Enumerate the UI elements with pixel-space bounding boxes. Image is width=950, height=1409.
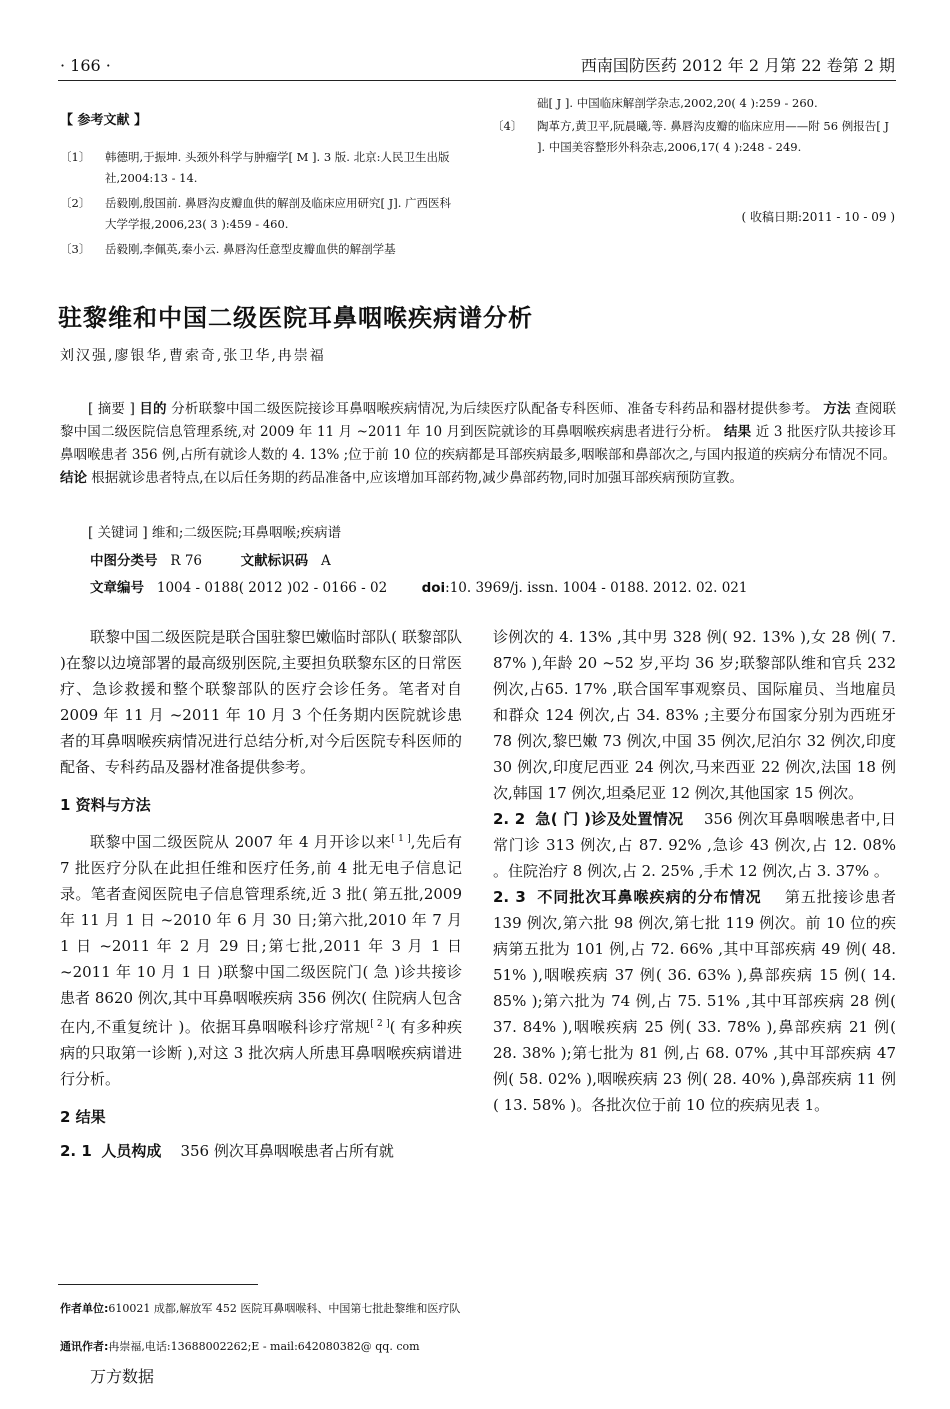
header-rule bbox=[58, 80, 896, 81]
classification bbox=[90, 549, 331, 569]
purpose-label: 目的 bbox=[139, 401, 167, 417]
subsection-2-1-continued: 诊例次的 4. 13% ,其中男 328 例( 92. 13% ),女 28 例( 7. 87% ),年龄 20 ~52 岁,平均 36 岁;联黎部队维和官兵 232 例次,占65. 17% ,联合国军事观察员、国际雇员、当地雇员和群众 124 例次,占 34. 83% ;主要分布国家分别为西班牙 78 例次,黎巴嫩 73 例次,中国 35 例次,尼泊尔 32 例次,印度 30 例次,印度尼西亚 24 例次,马来西亚 22 例次,法国 18 例次,韩国 17 例次,坦桑尼亚 12 例次,其他国家 15 例次。 bbox=[493, 628, 896, 802]
reference-text: 韩德明,于振坤. 头颈外科学与肿瘤学[ M ]. 3 版. 北京:人民卫生出版社,2004:13 - 14. bbox=[105, 150, 450, 185]
subsection-2-3-text: 第五批接诊患者 139 例次,第六批 98 例次,第七批 119 例次。前 10 位的疾病第五批为 101 例,占 72. 66% ,其中耳部疾病 49 例( 48. 51% ),咽喉疾病 37 例( 36. 63% ),鼻部疾病 15 例( 14. 85% );第六批为 74 例,占 75. 51% ,其中耳部疾病 28 例( 37. 84% ),咽喉疾病 25 例( 33. 78% ),鼻部疾病 21 例( 28. 38% );第七批为 81 例,占 68. 07% ,其中耳部疾病 47 例( 58. 02% ),咽喉疾病 23 例( 28. 40% ),鼻部疾病 11 例( 13. 58% )。各批次位于前 10 位的疾病见表 1。 bbox=[493, 888, 896, 1114]
subsection-2-1-title: 人员构成 bbox=[101, 1142, 162, 1160]
corresponding-label: 通讯作者: bbox=[60, 1340, 109, 1353]
subsection-2-3 bbox=[493, 884, 896, 1118]
method-text: 查阅联黎中国二级医院信息管理系统,对 2009 年 11 月 ~2011 年 10 月到医院就诊的耳鼻咽喉疾病患者进行分析。 bbox=[60, 401, 897, 440]
references-title: 【 参考文献 】 bbox=[60, 113, 148, 128]
reference-text: 陶革方,黄卫平,阮晨曦,等. 鼻唇沟皮瓣的临床应用——附 56 例报告[ J ]. 中国美容整形外科杂志,2006,17( 4 ):248 - 249. bbox=[537, 119, 889, 154]
reference-number: 〔1〕 bbox=[60, 150, 91, 164]
footnote-rule bbox=[58, 1284, 258, 1285]
journal-header: 西南国防医药 2012 年 2 月第 22 卷第 2 期 bbox=[580, 56, 895, 75]
doc-code-value: A bbox=[321, 553, 331, 569]
methods-text-2: ,先后有 7 批医疗分队在此担任维和医疗任务,前 4 批无电子信息记录。笔者查阅医院电子信息管理系统,近 3 批( 第五批,2009 年 11 月 1 日 ~2010 年 6 月 30 日;第六批,2010 年 7 月 1 日 ~2011 年 2 月 29 日;第七批,2011 年 3 月 1 日 ~2011 年 10 月 1 日 )联黎中国二级医院门( 急 )诊共接诊患者 8620 例次,其中耳鼻咽喉疾病 356 例次( 住院病人包含在内,不重复统计 )。依据耳鼻咽喉科诊疗常规 bbox=[60, 833, 462, 1036]
conclusion-label: 结论 bbox=[60, 470, 87, 486]
article-no-label: 文章编号 bbox=[90, 580, 144, 596]
conclusion-text: 根据就诊患者特点,在以后任务期的药品准备中,应该增加耳部药物,减少鼻部药物,同时加强耳部疾病预防宣教。 bbox=[91, 470, 743, 486]
result-label: 结果 bbox=[724, 424, 752, 440]
doi-value: :10. 3969/j. issn. 1004 - 0188. 2012. 02. 021 bbox=[445, 580, 748, 596]
article-authors: 刘汉强,廖银华,曹索奇,张卫华,冉崇福 bbox=[60, 348, 326, 364]
reference-item bbox=[60, 193, 462, 235]
reference-text: 岳毅刚,李佩英,秦小云. 鼻唇沟任意型皮瓣血供的解剖学基 bbox=[105, 242, 396, 256]
article-no-value: 1004 - 0188( 2012 )02 - 0166 - 02 bbox=[156, 580, 388, 596]
keywords bbox=[88, 521, 341, 541]
subsection-2-1 bbox=[60, 1138, 462, 1164]
subsection-2-2-number: 2. 2 bbox=[493, 810, 526, 828]
right-column bbox=[493, 624, 896, 1118]
corresponding-text: 冉崇福,电话:13688002262;E - mail:642080382@ qq. com bbox=[108, 1340, 420, 1353]
left-column bbox=[60, 624, 462, 1164]
doc-code-label: 文献标识码 bbox=[240, 553, 309, 569]
reference-item bbox=[60, 147, 462, 189]
citation-2: [ 2 ] bbox=[370, 1019, 390, 1029]
abstract bbox=[60, 398, 896, 490]
watermark: 万方数据 bbox=[90, 1367, 155, 1386]
subsection-2-2 bbox=[493, 806, 896, 884]
article-number bbox=[90, 576, 747, 596]
clc-label: 中图分类号 bbox=[90, 553, 158, 569]
result-text: 近 3 批医疗队共接诊耳鼻咽喉患者 356 例,占所有就诊人数的 4. 13% ;位于前 10 位的疾病都是耳部疾病最多,咽喉部和鼻部次之,与国内报道的疾病分布情况不同。 bbox=[60, 424, 897, 463]
reference-text: 岳毅刚,殷国前. 鼻唇沟皮瓣血供的解剖及临床应用研究[ J]. 广西医科大学学报,2006,23( 3 ):459 - 460. bbox=[105, 196, 452, 231]
received-date: ( 收稿日期:2011 - 10 - 09 ) bbox=[741, 210, 895, 224]
corresponding-author bbox=[60, 1338, 462, 1356]
abstract-label: [ 摘要 ] bbox=[88, 401, 135, 417]
intro-paragraph: 联黎中国二级医院是联合国驻黎巴嫩临时部队( 联黎部队 )在黎以边境部署的最高级别医院,主要担负联黎东区的日常医疗、急诊救援和整个联黎部队的医疗会诊任务。笔者对自 2009 年 11 月 ~2011 年 10 月 3 个任务期内医院就诊患者的耳鼻咽喉疾病情况进行总结分析,对今后医院专科医师的配备、专科药品及器材准备提供参考。 bbox=[60, 628, 462, 776]
methods-text-1: 联黎中国二级医院从 2007 年 4 月开诊以来 bbox=[90, 833, 392, 851]
reference-item bbox=[60, 239, 462, 260]
article-title: 驻黎维和中国二级医院耳鼻咽喉疾病谱分析 bbox=[58, 304, 533, 332]
subsection-2-3-number: 2. 3 bbox=[493, 888, 526, 906]
section-1-heading: 1 资料与方法 bbox=[60, 796, 151, 814]
doi-label: doi bbox=[421, 580, 446, 596]
subsection-2-1-number: 2. 1 bbox=[60, 1142, 92, 1160]
subsection-2-2-text: 356 例次耳鼻咽喉患者中,日常门诊 313 例次,占 87. 92% ,急诊 43 例次,占 12. 08% 。住院治疗 8 例次,占 2. 25% ,手术 12 例次,占 3. 37% 。 bbox=[493, 810, 897, 880]
section-2-heading: 2 结果 bbox=[60, 1108, 106, 1126]
reference-item bbox=[492, 116, 897, 179]
author-affiliation bbox=[60, 1300, 462, 1318]
affiliation-label: 作者单位: bbox=[60, 1302, 109, 1315]
subsection-2-1-start: 356 例次耳鼻咽喉患者占所有就 bbox=[180, 1142, 394, 1160]
reference-number: 〔3〕 bbox=[60, 242, 91, 256]
subsection-2-3-title: 不同批次耳鼻喉疾病的分布情况 bbox=[537, 888, 762, 906]
reference-number: 〔4〕 bbox=[492, 119, 523, 133]
page-number: · 166 · bbox=[60, 56, 111, 75]
keywords-text: 维和;二级医院;耳鼻咽喉;疾病谱 bbox=[151, 525, 342, 541]
method-label: 方法 bbox=[823, 401, 851, 417]
methods-text-3: ( 有多种疾病的只取第一诊断 ),对这 3 批次病人所患耳鼻咽喉疾病谱进行分析。 bbox=[60, 1018, 463, 1088]
reference-continuation: 础[ J ]. 中国临床解剖学杂志,2002,20( 4 ):259 - 260. bbox=[537, 96, 818, 110]
reference-number: 〔2〕 bbox=[60, 196, 91, 210]
purpose-text: 分析联黎中国二级医院接诊耳鼻咽喉疾病情况,为后续医疗队配备专科医师、准备专科药品和器材提供参考。 bbox=[171, 401, 819, 417]
subsection-2-2-title: 急( 门 )诊及处置情况 bbox=[535, 810, 684, 828]
affiliation-text: 610021 成都,解放军 452 医院耳鼻咽喉科、中国第七批赴黎维和医疗队 bbox=[108, 1302, 461, 1315]
methods-paragraph bbox=[60, 826, 462, 1092]
keywords-label: [ 关键词 ] bbox=[88, 525, 148, 541]
citation-1: [ 1 ] bbox=[391, 834, 411, 844]
clc-value: R 76 bbox=[170, 553, 203, 569]
